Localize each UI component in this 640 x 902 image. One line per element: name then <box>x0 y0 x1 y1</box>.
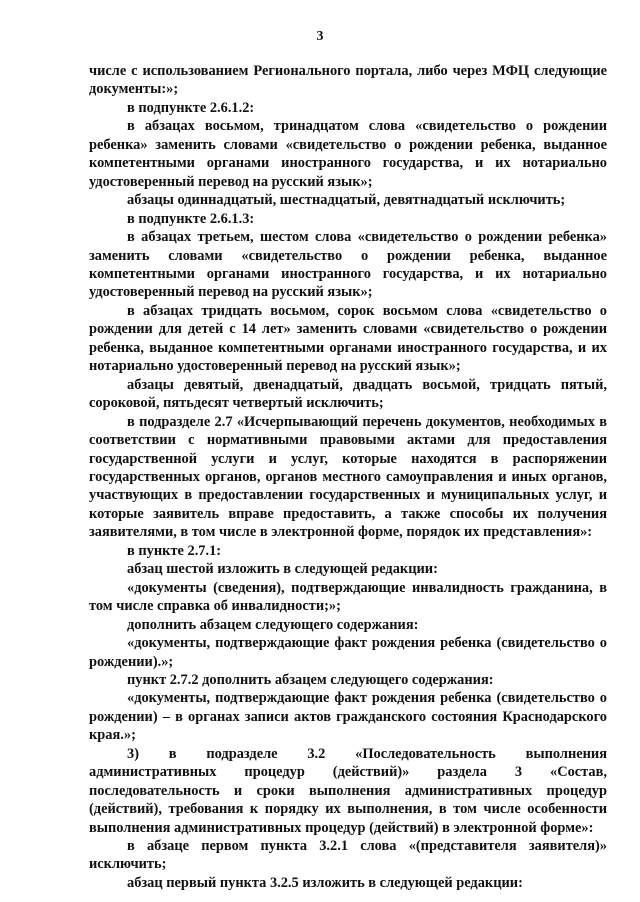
paragraph: абзацы одиннадцатый, шестнадцатый, девятнадцатый исключить; <box>127 192 566 209</box>
paragraph: «документы, подтверждающие факт рождения ребенка (свидетельство о рождении).»; <box>89 635 607 670</box>
paragraph: абзац первый пункта 3.2.5 изложить в следующей редакции: <box>127 874 523 891</box>
paragraph: дополнить абзацем следующего содержания: <box>127 616 419 633</box>
paragraph: в абзаце первом пункта 3.2.1 слова «(представителя заявителя)» исключить; <box>89 838 607 873</box>
paragraph: в абзацах тридцать восьмом, сорок восьмом слова «свидетельство о рождении для детей с 14 лет» заменить словами «свидетельство о рождении ребенка, выданное компетентными органами иностранного государства, и их нотариально удостоверенный перевод на русский язык»; <box>89 302 607 375</box>
paragraph: в подразделе 2.7 «Исчерпывающий перечень документов, необходимых в соответствии с нормативными правовыми актами для предоставления государственной услуги и услуг, которые находятся в распоряжении государственных органов, органов местного самоуправления и иных органов, участвующих в предоставлении государственных и муниципальных услуг, и которые заявитель вправе предоставить, а также способы их получения заявителями, в том числе в электронной форме, порядок их представления»: <box>89 413 607 541</box>
paragraph: в пункте 2.7.1: <box>127 542 222 559</box>
paragraph: 3) в подразделе 3.2 «Последовательность выполнения административных процедур (действий)» раздела 3 «Состав, последовательность и сроки выполнения административных процедур (действий), требования к порядку их выполнения, в том числе особенности выполнения административных процедур (действий) в электронной форме»: <box>89 745 607 836</box>
paragraph: в абзацах восьмом, тринадцатом слова «свидетельство о рождении ребенка» заменить словами «свидетельство о рождении ребенка, выданное компетентными органами иностранного государства, и их нотариально удостоверенный перевод на русский язык»; <box>89 118 607 190</box>
paragraph: абзацы девятый, двенадцатый, двадцать восьмой, тридцать пятый, сороковой, пятьдесят четвертый исключить; <box>89 376 607 412</box>
page-number: 3 <box>316 29 324 44</box>
paragraph: абзац шестой изложить в следующей редакции: <box>127 561 438 578</box>
paragraph: в подпункте 2.6.1.3: <box>127 210 255 227</box>
paragraph: в абзацах третьем, шестом слова «свидетельство о рождении ребенка» заменить словами «свидетельство о рождении ребенка, выданное компетентными органами иностранного государства, и их нотариально удостоверенный перевод на русский язык»; <box>89 229 607 301</box>
paragraph: в подпункте 2.6.1.2: <box>127 99 255 116</box>
paragraph: числе с использованием Регионального портала, либо через МФЦ следующие документы:»; <box>89 63 607 98</box>
paragraph: «документы (сведения), подтверждающие инвалидность гражданина, в том числе справка об инвалидности;»; <box>89 579 607 615</box>
paragraph: пункт 2.7.2 дополнить абзацем следующего содержания: <box>127 671 494 688</box>
document-body <box>89 62 607 892</box>
paragraph: «документы, подтверждающие факт рождения ребенка (свидетельство о рождении) – в органах записи актов гражданского состояния Краснодарского края.»; <box>89 690 607 744</box>
